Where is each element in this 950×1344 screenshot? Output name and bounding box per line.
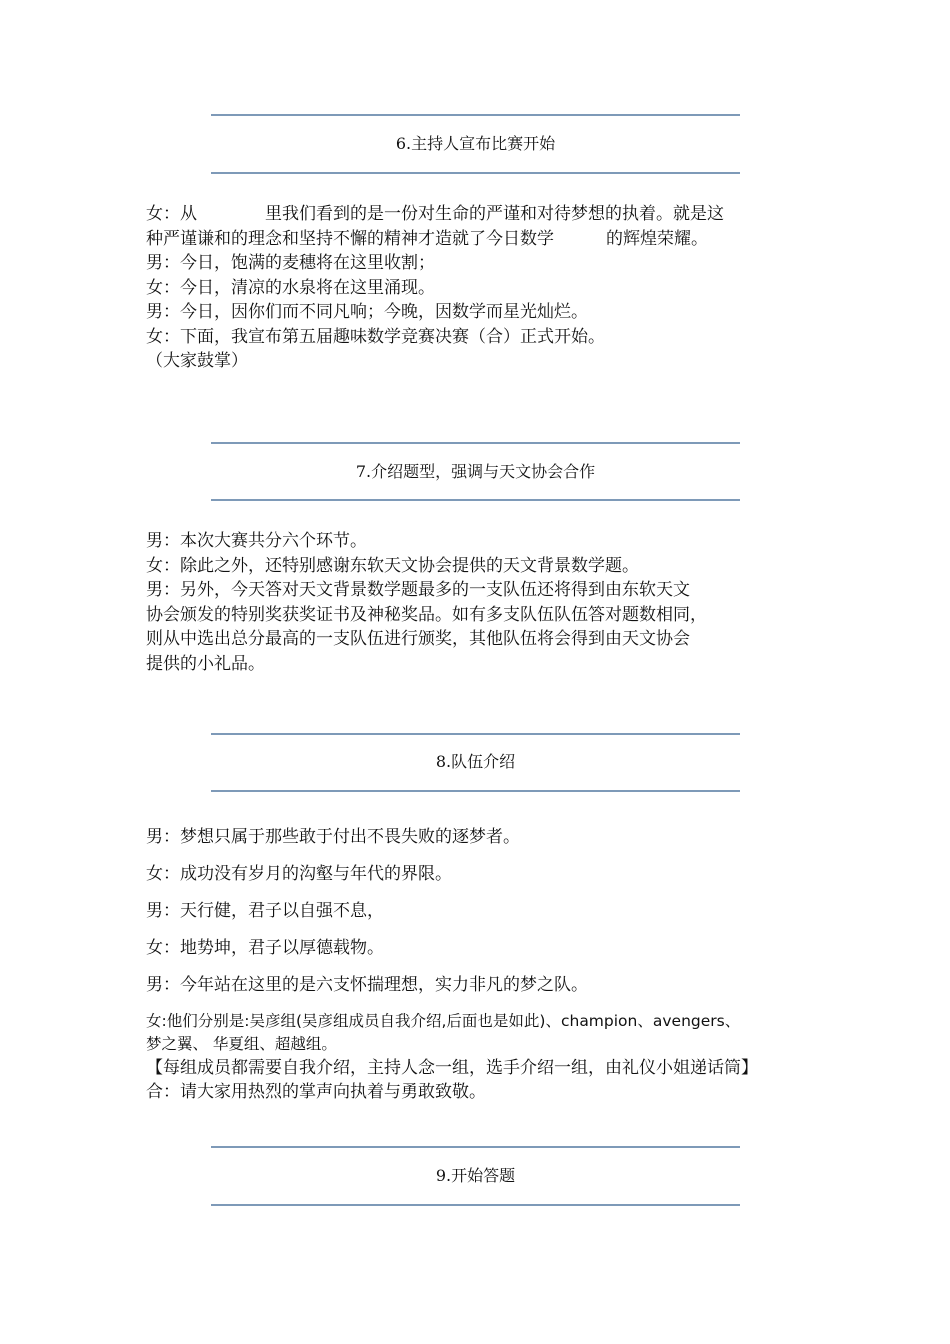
body-text: 里我们看到的是一份对生命的严谨和对待梦想的执着。就是这 (265, 204, 724, 224)
section-heading-6: 6.主持人宣布比赛开始 (395, 134, 556, 153)
body-line: 男：今年站在这里的是六支怀揣理想，实力非凡的梦之队。 (146, 975, 588, 995)
body-line: 合：请大家用热烈的掌声向执着与勇敢致敬。 (146, 1082, 486, 1102)
body-line (146, 202, 786, 227)
body-line: 则从中选出总分最高的一支队伍进行颁奖，其他队伍将会得到由天文协会 (146, 629, 690, 649)
body-line: 男：另外，今天答对天文背景数学题最多的一支队伍还将得到由东软天文 (146, 580, 690, 600)
heading-bottom-rule (211, 790, 740, 792)
body-line: 女：除此之外，还特别感谢东软天文协会提供的天文背景数学题。 (146, 555, 639, 576)
heading-top-rule (211, 733, 740, 735)
body-line: 男：今日，因你们而不同凡响；今晚，因数学而星光灿烂。 (146, 302, 588, 322)
heading-bottom-rule (211, 499, 740, 501)
section-7-body (146, 529, 786, 676)
heading-top-rule (211, 1146, 740, 1148)
body-line: 梦之翼、 华夏组、超越组。 (146, 1035, 337, 1053)
body-line: 女：成功没有岁月的沟壑与年代的界限。 (146, 864, 452, 884)
body-line: 女：今日，清凉的水泉将在这里涌现。 (146, 277, 435, 298)
body-line: 【每组成员都需要自我介绍，主持人念一组，选手介绍一组，由礼仪小姐递话筒】 (146, 1058, 758, 1078)
body-line: 男：梦想只属于那些敢于付出不畏失败的逐梦者。 (146, 827, 520, 847)
section-heading-8: 8.队伍介绍 (435, 752, 516, 771)
section-heading-9: 9.开始答题 (435, 1166, 516, 1185)
section-6-body (146, 202, 786, 374)
body-text: 女：从 (146, 204, 197, 224)
body-line: （大家鼓掌） (146, 351, 248, 371)
heading-top-rule (211, 114, 740, 116)
body-text: 的辉煌荣耀。 (606, 228, 708, 249)
section-8-body (146, 825, 786, 1104)
heading-bottom-rule (211, 1204, 740, 1206)
body-line: 女：下面，我宣布第五届趣味数学竞赛决赛（合）正式开始。 (146, 326, 605, 347)
body-line (146, 227, 786, 252)
body-line: 男：本次大赛共分六个环节。 (146, 531, 367, 551)
section-heading-7: 7.介绍题型，强调与天文协会合作 (355, 462, 596, 481)
body-line: 男：今日，饱满的麦穗将在这里收割； (146, 253, 435, 273)
body-line: 女：地势坤，君子以厚德载物。 (146, 938, 384, 958)
body-line: 提供的小礼品。 (146, 653, 265, 674)
body-line: 男：天行健，君子以自强不息， (146, 901, 384, 921)
body-line: 女:他们分别是:吴彦组(吴彦组成员自我介绍,后面也是如此)、champion、avengers、 (146, 1012, 741, 1030)
body-line: 协会颁发的特别奖获奖证书及神秘奖品。如有多支队伍队伍答对题数相同， (146, 604, 707, 625)
body-text: 种严谨谦和的理念和坚持不懈的精神才造就了今日数学 (146, 228, 554, 249)
heading-top-rule (211, 442, 740, 444)
heading-bottom-rule (211, 172, 740, 174)
